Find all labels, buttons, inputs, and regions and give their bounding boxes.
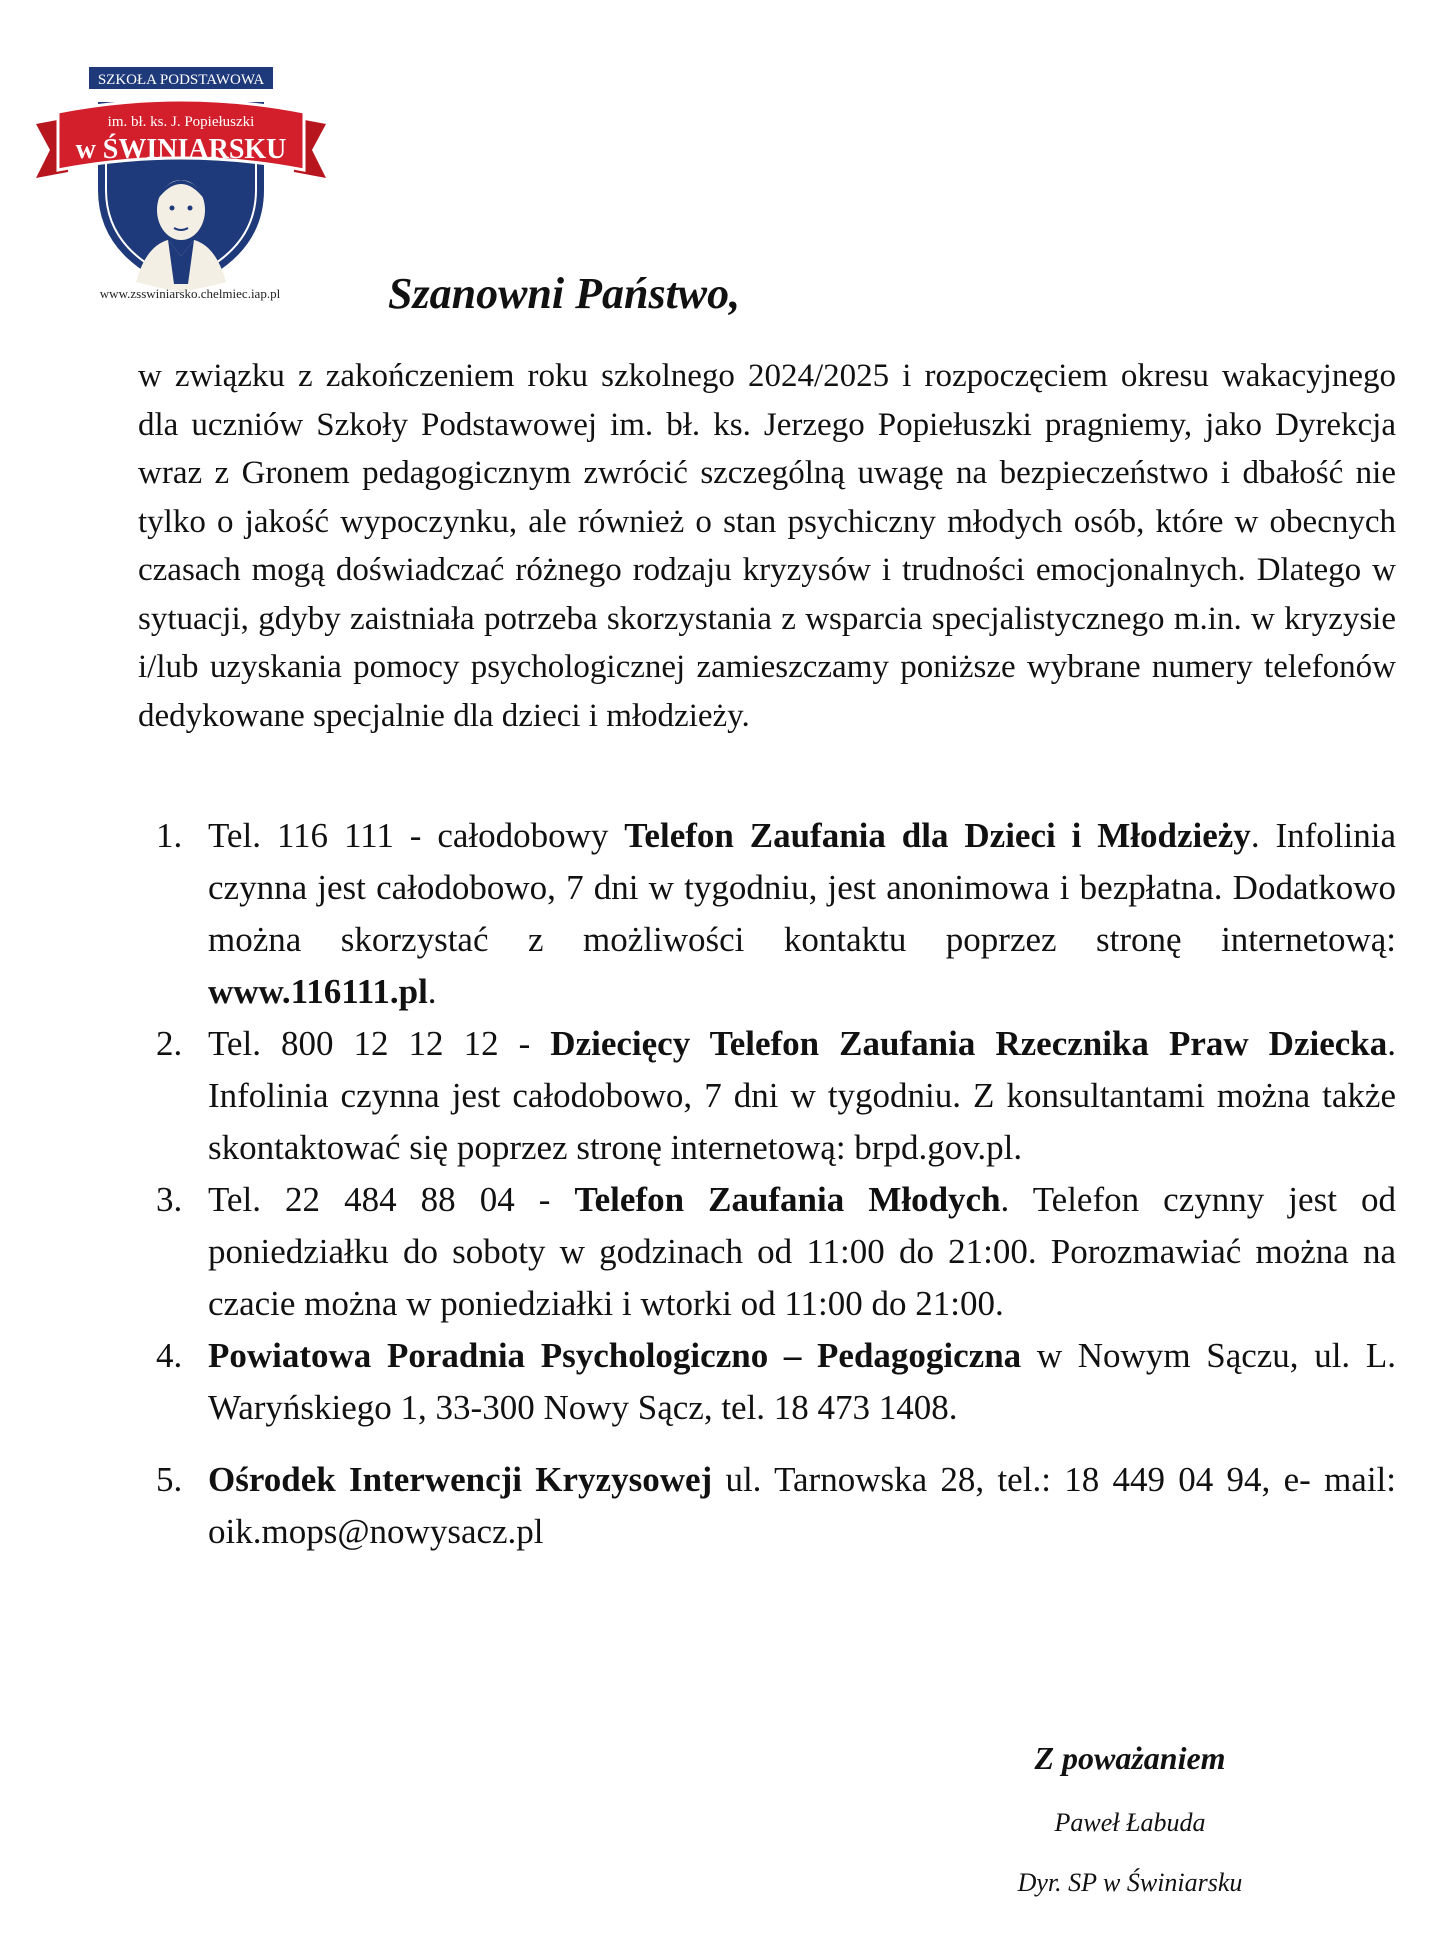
svg-text:SZKOŁA PODSTAWOWA: SZKOŁA PODSTAWOWA: [97, 72, 265, 88]
item-text: Tel. 800 12 12 12 -: [208, 1024, 551, 1063]
school-crest-icon: [28, 60, 334, 305]
list-item: [138, 1018, 1396, 1174]
item-title: Telefon Zaufania Młodych: [574, 1180, 1001, 1219]
list-item: [138, 1454, 1396, 1558]
item-title: Ośrodek Interwencji Kryzysowej: [208, 1460, 713, 1499]
item-title: Telefon Zaufania dla Dzieci i Młodzieży: [624, 816, 1251, 855]
svg-text:w ŚWINIARSKU: w ŚWINIARSKU: [75, 134, 287, 165]
item-number: 4.: [156, 1336, 183, 1375]
helpline-list: [138, 810, 1396, 1558]
item-text: ul. Tarnowska 28, tel.: 18 449 04 94, e- mail: oik.mops@nowysacz.pl: [208, 1460, 1396, 1551]
item-text: w Nowym Sączu, ul. L. Waryńskiego 1, 33-300 Nowy Sącz, tel. 18 473 1408.: [208, 1336, 1396, 1427]
signer-name: Paweł Łabuda: [1054, 1808, 1206, 1837]
item-text: . Infolinia czynna jest całodobowo, 7 dni w tygodniu. Z konsultantami można także skontaktować się poprzez stronę internetową: brpd.gov.pl.: [208, 1024, 1396, 1167]
school-logo: [28, 60, 334, 305]
closing: Z poważaniem: [1034, 1740, 1226, 1776]
list-item: [138, 1174, 1396, 1330]
item-number: 2.: [156, 1024, 183, 1063]
item-text: . Telefon czynny jest od poniedziałku do soboty w godzinach od 11:00 do 21:00. Porozmawiać można na czacie można w poniedziałki i wtorki od 11:00 do 21:00.: [208, 1180, 1396, 1323]
item-text: Tel. 22 484 88 04 -: [208, 1180, 575, 1219]
signer-title: Dyr. SP w Świniarsku: [1017, 1868, 1243, 1897]
svg-text:im. bł. ks. J. Popiełuszki: im. bł. ks. J. Popiełuszki: [107, 114, 255, 130]
item-number: 1.: [156, 816, 183, 855]
item-text: .: [427, 972, 437, 1011]
list-item: [138, 810, 1396, 1018]
logo-url: www.zsswiniarsko.chelmiec.iap.pl: [99, 286, 281, 301]
greeting: Szanowni Państwo,: [388, 269, 741, 318]
item-title: Powiatowa Poradnia Psychologiczno – Pedagogiczna: [208, 1336, 1022, 1375]
item-number: 5.: [156, 1460, 183, 1499]
item-number: 3.: [156, 1180, 183, 1219]
item-title: Dziecięcy Telefon Zaufania Rzecznika Praw Dziecka: [550, 1024, 1388, 1063]
item-text: Tel. 116 111 - całodobowy: [208, 816, 625, 855]
list-item: [138, 1330, 1396, 1434]
item-text: . Infolinia czynna jest całodobowo, 7 dni w tygodniu, jest anonimowa i bezpłatna. Dodatkowo można skorzystać z możliwości kontaktu poprzez stronę internetową:: [208, 816, 1396, 959]
website-link: www.116111.pl: [208, 972, 428, 1011]
intro-paragraph: w związku z zakończeniem roku szkolnego 2024/2025 i rozpoczęciem okresu wakacyjnego dla uczniów Szkoły Podstawowej im. bł. ks. Jerzego Popiełuszki pragniemy, jako Dyrekcja wraz z Gronem pedagogicznym zwrócić szczególną uwagę na bezpieczeństwo i dbałość nie tylko o jakość wypoczynku, ale również o stan psychiczny młodych osób, które w obecnych czasach mogą doświadczać różnego rodzaju kryzysów i trudności emocjonalnych. Dlatego w sytuacji, gdyby zaistniała potrzeba skorzystania z wsparcia specjalistycznego m.in. w kryzysie i/lub uzyskania pomocy psychologicznej zamieszczamy poniższe wybrane numery telefonów dedykowane specjalnie dla dzieci i młodzieży.: [138, 358, 1396, 734]
